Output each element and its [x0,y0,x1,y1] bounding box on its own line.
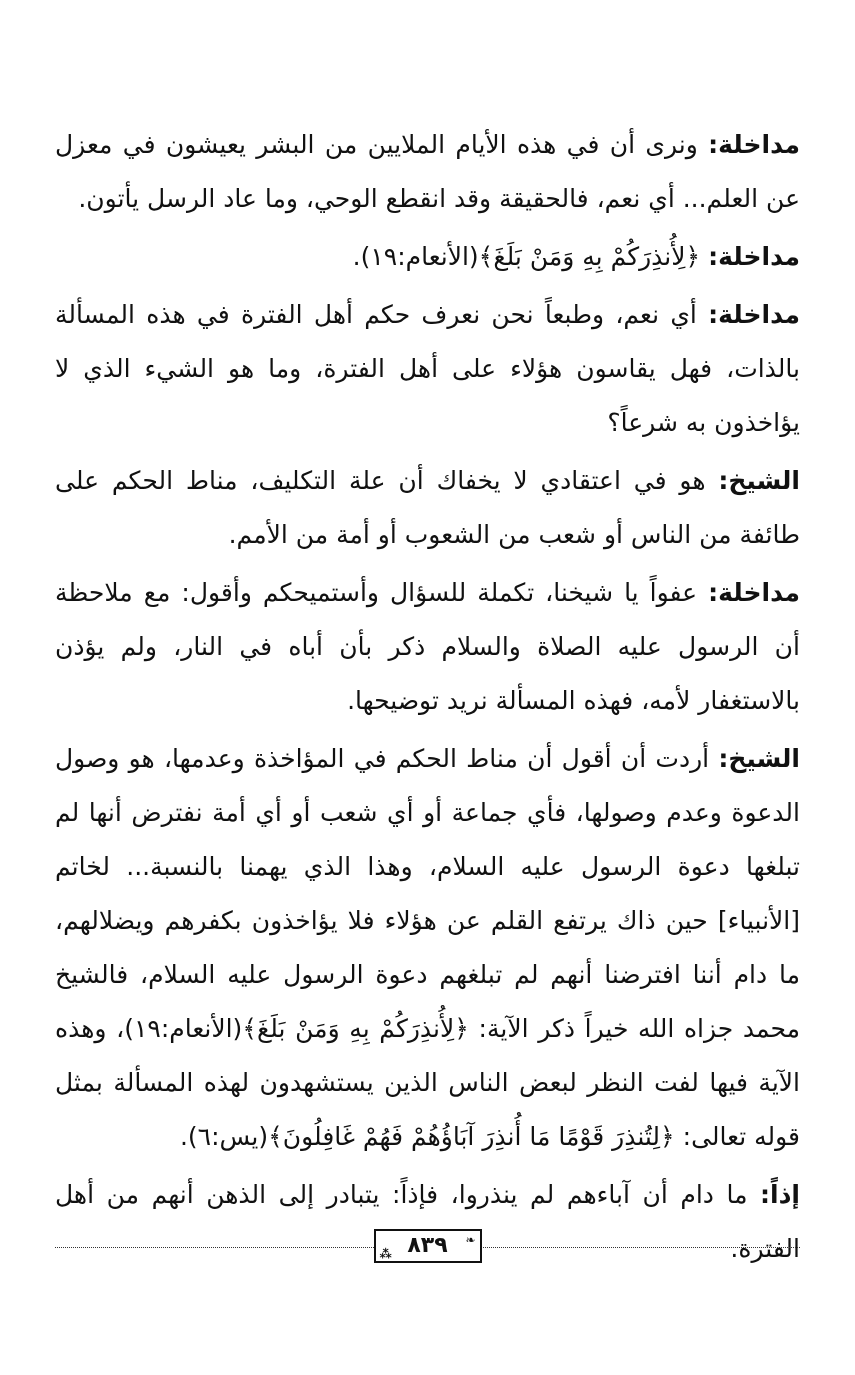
speaker-label: الشيخ: [718,744,800,773]
quran-verse: ﴿لِأُنذِرَكُمْ بِهِ وَمَنْ بَلَغَ﴾(الأنعام:١٩). [352,242,709,271]
paragraph-4 [55,454,800,562]
paragraph-5 [55,566,800,728]
paragraph-3 [55,288,800,450]
paragraph-text: هو في اعتقادي لا يخفاك أن علة التكليف، مناط الحكم على طائفة من الناس أو شعب من الشعوب أو أمة من الأمم. [55,466,800,549]
page-body [55,118,800,1280]
paragraph-text: ما دام أن آباءهم لم ينذروا، فإذاً: يتبادر إلى الذهن أنهم من أهل الفترة. [55,1180,800,1263]
corner-ornament-icon: ⁂ [379,1247,392,1261]
paragraph-6 [55,732,800,1164]
speaker-label: مداخلة: [708,130,800,159]
paragraph-2 [55,230,800,284]
speaker-label: الشيخ: [718,466,800,495]
paragraph-1 [55,118,800,226]
paragraph-text: ونرى أن في هذه الأيام الملايين من البشر يعيشون في معزل عن العلم... أي نعم، فالحقيقة وقد انقطع الوحي، وما عاد الرسل يأتون. [55,130,800,213]
speaker-label: إذاً: [760,1180,800,1209]
speaker-label: مداخلة: [708,578,800,607]
paragraph-text: عفواً يا شيخنا، تكملة للسؤال وأستميحكم وأقول: مع ملاحظة أن الرسول عليه الصلاة والسلام ذكر بأن أباه في النار، ولم يؤذن بالاستغفار لأمه، فهذه المسألة نريد توضيحها. [55,578,800,715]
paragraph-text: أي نعم، وطبعاً نحن نعرف حكم أهل الفترة في هذه المسألة بالذات، فهل يقاسون هؤلاء على أهل الفترة، وما هو الشيء الذي لا يؤاخذون به شرعاً؟ [55,300,800,437]
page-number: ٨٣٩ [407,1233,448,1258]
page-number-frame [374,1229,482,1263]
corner-ornament-icon: ❧ [465,1233,476,1247]
speaker-label: مداخلة: [708,242,800,271]
speaker-label: مداخلة: [708,300,800,329]
page-footer [55,1225,800,1265]
paragraph-text: أردت أن أقول أن مناط الحكم في المؤاخذة وعدمها، هو وصول الدعوة وعدم وصولها، فأي جماعة أو أي شعب أو أي أمة نفترض أنها لم تبلغها دعوة الرسول عليه السلام، وهذا الذي يهمنا بالنسبة... لخاتم [الأنبياء] حين ذاك يرتفع القلم عن هؤلاء فلا يؤاخذون بكفرهم ويضلالهم، ما دام أننا افترضنا أنهم لم تبلغهم دعوة الرسول عليه السلام، فالشيخ محمد جزاه الله خيراً ذكر الآية: ﴿لِأُنذِرَكُمْ بِهِ وَمَنْ بَلَغَ﴾(الأنعام:١٩)، وهذه الآية فيها لفت النظر لبعض الناس الذين يستشهدون لهذه المسألة بمثل قوله تعالى: ﴿لِتُنذِرَ قَوْمًا مَا أُنذِرَ آبَاؤُهُمْ فَهُمْ غَافِلُونَ﴾(يس:٦). [55,744,800,1151]
